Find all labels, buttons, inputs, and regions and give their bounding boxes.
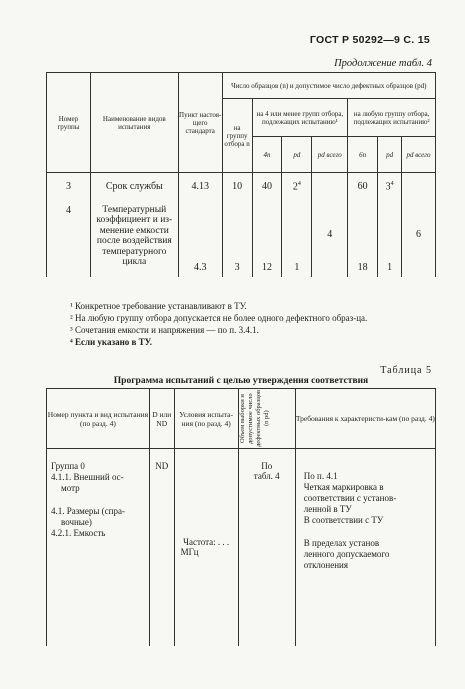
footnotes xyxy=(70,300,450,348)
header-group-no: Номер группы xyxy=(47,73,91,173)
cell-clause: 4.3 xyxy=(178,201,222,277)
table-5-title: Программа испытаний с целью утверждения соответствия xyxy=(113,376,369,386)
header-pd-total-1: pd всего xyxy=(312,137,348,173)
header-d-nd: D или ND xyxy=(149,389,174,449)
cell-item: Группа 0 4.1.1. Внешний ос- мотр 4.1. Размеры (спра- вочные) 4.2.1. Емкость xyxy=(47,449,150,647)
header-pd-total-2: pd всего xyxy=(402,137,436,173)
footnote: ³ Сочетания емкости и напряжения — по п. 3.4.1. xyxy=(70,325,259,335)
cell-pd: $2^4$ xyxy=(282,173,312,201)
footnote: ¹ Конкретное требование устанавливают в ТУ. xyxy=(70,301,247,311)
cell-d-nd: ND xyxy=(149,449,174,647)
table-4 xyxy=(46,72,436,277)
header-pd-1: pd xyxy=(282,137,312,173)
cell-4n: 12 xyxy=(252,201,282,277)
table-5 xyxy=(46,388,436,646)
cell-requirements: По п. 4.1 Четкая маркировка в соответствии с установ- ленной в ТУ В соответствии с ТУ В пределах установ ленного допускаемого отклонения xyxy=(295,449,435,647)
cell-n: 10 xyxy=(222,173,252,201)
cell-test-name: Температурный коэффициент и из- менение емкости после воздействия температурного цикла xyxy=(90,201,178,277)
cell-group: 4 xyxy=(47,201,91,277)
cell-sample: По табл. 4 xyxy=(238,449,295,647)
header-std-clause: Пункт настоя-щего стандарта xyxy=(178,73,222,173)
cell-pd-total xyxy=(312,173,348,201)
table-5-label: Таблица 5 xyxy=(380,365,432,376)
cell-pd-total: 4 xyxy=(312,201,348,277)
footnote: ² На любую группу отбора допускается не более одного дефектного образ-ца. xyxy=(70,313,368,323)
table-row xyxy=(47,201,436,277)
header-pd-2: pd xyxy=(378,137,402,173)
table-row xyxy=(47,173,436,201)
page-header: ГОСТ Р 50292—9 С. 15 xyxy=(309,34,430,46)
header-sample: Объем выборки и допустимое число дефектных образцов (n pd) xyxy=(238,389,295,449)
table-continuation-label: Продолжение табл. 4 xyxy=(334,58,432,69)
cell-pd-total-2: 6 xyxy=(402,201,436,277)
cell-6n: 18 xyxy=(348,201,378,277)
header-conditions: Условия испыта-ния (по разд. 4) xyxy=(174,389,238,449)
footnote: ⁴ Если указано в ТУ. xyxy=(70,337,153,347)
cell-n: 3 xyxy=(222,201,252,277)
header-6n: 6n xyxy=(348,137,378,173)
header-any-group: на любую группу отбора, подлежащих испытанию² xyxy=(348,99,436,137)
header-4n: 4n xyxy=(252,137,282,173)
cell-6n: 60 xyxy=(348,173,378,201)
cell-4n: 40 xyxy=(252,173,282,201)
header-item: Номер пункта и вид испытания (по разд. 4) xyxy=(47,389,150,449)
table-row xyxy=(47,449,436,647)
cell-conditions: Частота: . . . МГц xyxy=(174,449,238,647)
header-samples-title: Число образцов (n) и допустимое число дефектных образцов (pd) xyxy=(222,73,435,99)
header-test-name: Наименование видов испытания xyxy=(90,73,178,173)
cell-pd2: 1 xyxy=(378,201,402,277)
header-requirements: Требования к характеристи-кам (по разд. 4) xyxy=(295,389,435,449)
header-per-group: на группу отбора n xyxy=(222,99,252,173)
cell-group: 3 xyxy=(47,173,91,201)
cell-clause: 4.13 xyxy=(178,173,222,201)
cell-test-name: Срок службы xyxy=(90,173,178,201)
cell-pd2: $3^4$ xyxy=(378,173,402,201)
cell-pd: 1 xyxy=(282,201,312,277)
cell-pd-total-2 xyxy=(402,173,436,201)
header-four-or-less: на 4 или менее групп отбора, подлежащих испытанию¹ xyxy=(252,99,348,137)
